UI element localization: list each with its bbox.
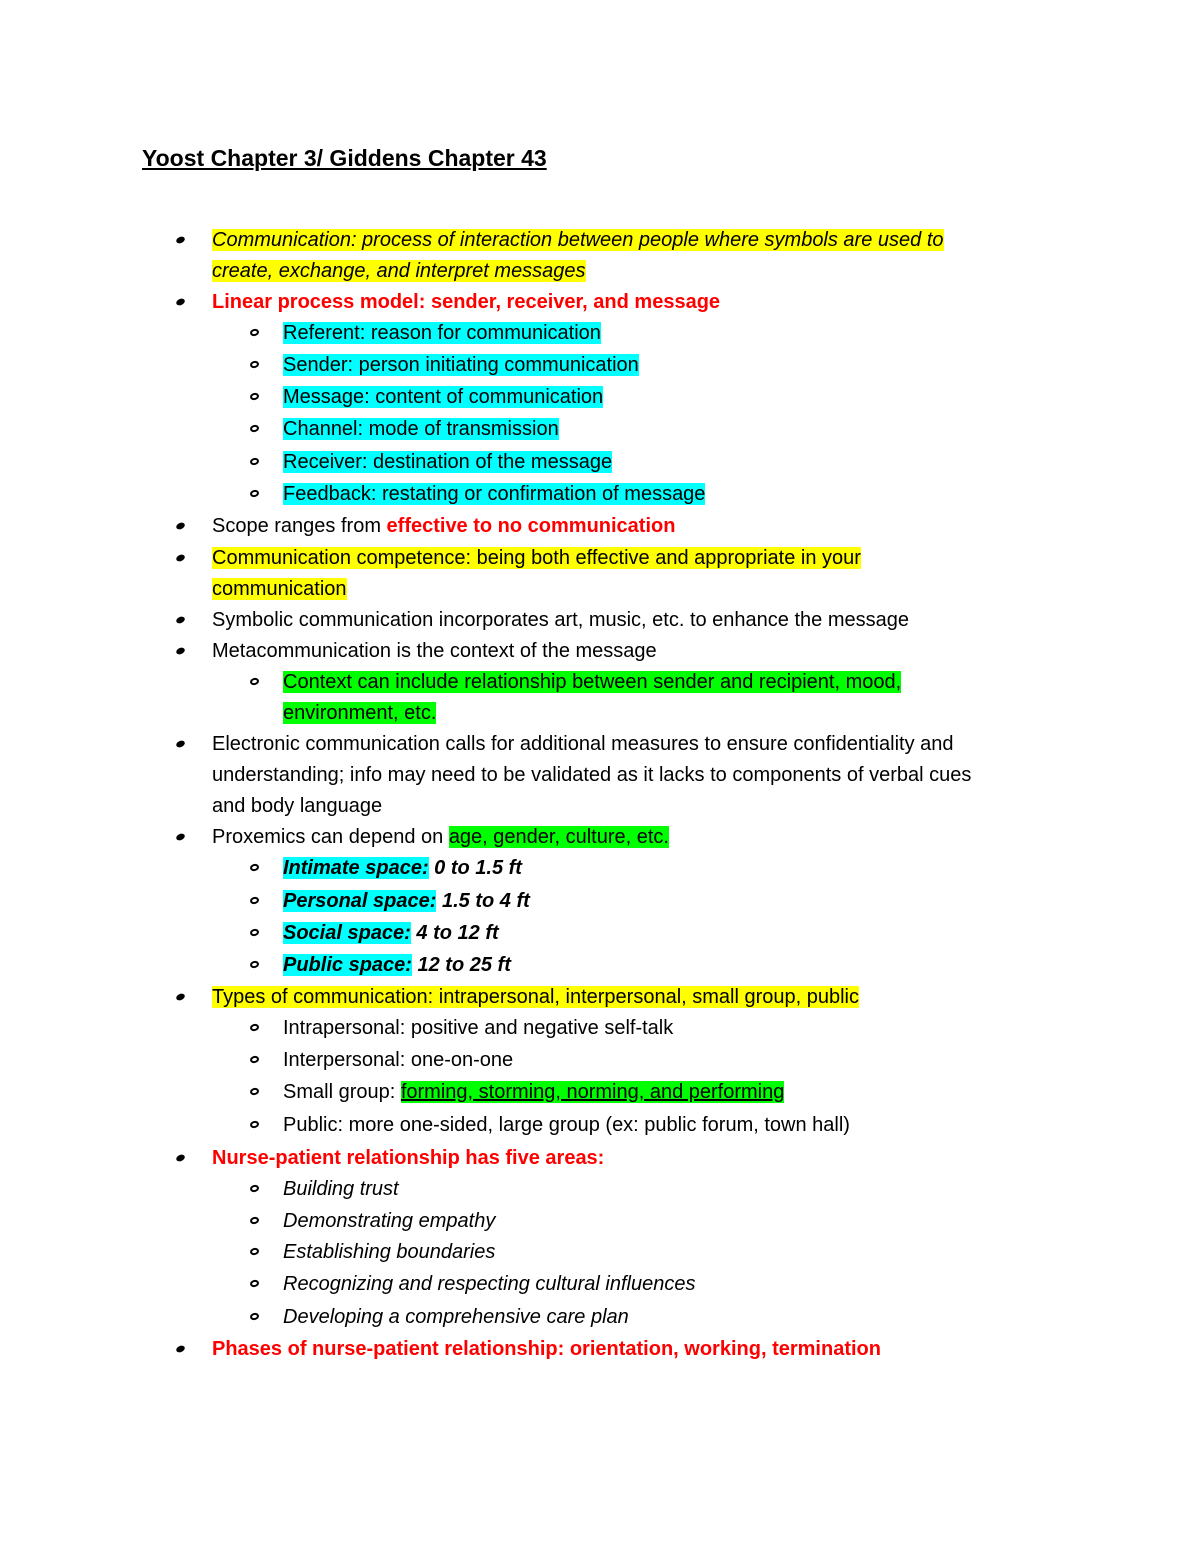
list-item bbox=[0, 729, 1200, 761]
electronic-line3: and body language bbox=[212, 795, 383, 817]
bullet-icon bbox=[175, 992, 186, 1001]
intimate-space-value: 0 to 1.5 ft bbox=[428, 857, 522, 879]
context-line1: Context can include relationship between sender and recipient, mood, bbox=[283, 671, 902, 693]
small-group-stages: forming, storming, norming, and performing bbox=[400, 1081, 785, 1103]
circle-bullet-icon bbox=[249, 1087, 260, 1096]
communication-definition-line1: Communication: process of interaction between people where symbols are used to bbox=[212, 229, 944, 251]
sub-list-item bbox=[0, 382, 1200, 414]
sub-list-item bbox=[0, 414, 1200, 446]
referent-item: Referent: reason for communication bbox=[283, 322, 601, 344]
boundaries-item: Establishing boundaries bbox=[283, 1241, 496, 1263]
context-line2: environment, etc. bbox=[283, 702, 437, 724]
circle-bullet-icon bbox=[249, 1216, 260, 1225]
sub-list-item bbox=[0, 350, 1200, 382]
circle-bullet-icon bbox=[249, 960, 260, 969]
competence-line1: Communication competence: being both effective and appropriate in your bbox=[212, 547, 861, 569]
circle-bullet-icon bbox=[249, 1247, 260, 1256]
bullet-icon bbox=[175, 615, 186, 624]
metacommunication-item: Metacommunication is the context of the message bbox=[212, 640, 657, 662]
public-item: Public: more one-sided, large group (ex: public forum, town hall) bbox=[283, 1114, 850, 1136]
list-item-continuation bbox=[0, 574, 1200, 606]
sub-list-item bbox=[0, 1110, 1200, 1142]
competence-line2: communication bbox=[212, 578, 347, 600]
sub-list-item-continuation bbox=[0, 698, 1200, 730]
bullet-icon bbox=[175, 553, 186, 562]
bullet-icon bbox=[175, 297, 186, 306]
public-space-value: 12 to 25 ft bbox=[411, 954, 511, 976]
linear-process-model: Linear process model: sender, receiver, and message bbox=[212, 291, 721, 313]
list-item-continuation bbox=[0, 256, 1200, 288]
list-item bbox=[0, 287, 1200, 319]
circle-bullet-icon bbox=[249, 1312, 260, 1321]
circle-bullet-icon bbox=[249, 1023, 260, 1032]
proxemics-prefix: Proxemics can depend on bbox=[212, 826, 449, 848]
social-space-value: 4 to 12 ft bbox=[410, 922, 499, 944]
bullet-icon bbox=[175, 646, 186, 655]
sub-list-item bbox=[0, 950, 1200, 982]
list-item-continuation bbox=[0, 760, 1200, 792]
electronic-line1: Electronic communication calls for additional measures to ensure confidentiality and bbox=[212, 733, 954, 755]
symbolic-item: Symbolic communication incorporates art, music, etc. to enhance the message bbox=[212, 609, 909, 631]
circle-bullet-icon bbox=[249, 896, 260, 905]
circle-bullet-icon bbox=[249, 863, 260, 872]
sub-list-item bbox=[0, 1269, 1200, 1301]
bullet-icon bbox=[175, 739, 186, 748]
sub-list-item bbox=[0, 667, 1200, 699]
sub-list-item bbox=[0, 918, 1200, 950]
scope-emphasis: effective to no communication bbox=[386, 515, 676, 537]
circle-bullet-icon bbox=[249, 328, 260, 337]
list-item bbox=[0, 1334, 1200, 1366]
bullet-icon bbox=[175, 832, 186, 841]
circle-bullet-icon bbox=[249, 928, 260, 937]
sub-list-item bbox=[0, 1237, 1200, 1269]
list-item bbox=[0, 225, 1200, 257]
interpersonal-item: Interpersonal: one-on-one bbox=[283, 1049, 514, 1071]
social-space-label: Social space: bbox=[283, 922, 411, 944]
proxemics-factors: age, gender, culture, etc. bbox=[448, 826, 669, 848]
circle-bullet-icon bbox=[249, 457, 260, 466]
relationship-phases: Phases of nurse-patient relationship: orientation, working, termination bbox=[212, 1338, 881, 1360]
page-title: Yoost Chapter 3/ Giddens Chapter 43 bbox=[142, 145, 547, 171]
scope-prefix: Scope ranges from bbox=[212, 515, 387, 537]
personal-space-label: Personal space: bbox=[283, 890, 437, 912]
list-item-continuation bbox=[0, 791, 1200, 823]
list-item bbox=[0, 543, 1200, 575]
bullet-icon bbox=[175, 1344, 186, 1353]
communication-definition-line2: create, exchange, and interpret messages bbox=[212, 260, 586, 282]
sub-list-item bbox=[0, 318, 1200, 350]
building-trust-item: Building trust bbox=[283, 1178, 399, 1200]
electronic-line2: understanding; info may need to be validated as it lacks to components of verbal cues bbox=[212, 764, 972, 786]
list-item bbox=[0, 822, 1200, 854]
circle-bullet-icon bbox=[249, 1120, 260, 1129]
types-of-communication: Types of communication: intrapersonal, interpersonal, small group, public bbox=[212, 986, 859, 1008]
circle-bullet-icon bbox=[249, 360, 260, 369]
empathy-item: Demonstrating empathy bbox=[283, 1210, 496, 1232]
bullet-icon bbox=[175, 1153, 186, 1162]
circle-bullet-icon bbox=[249, 424, 260, 433]
bullet-icon bbox=[175, 235, 186, 244]
sub-list-item bbox=[0, 447, 1200, 479]
feedback-item: Feedback: restating or confirmation of message bbox=[283, 483, 706, 505]
sub-list-item bbox=[0, 1174, 1200, 1206]
intrapersonal-item: Intrapersonal: positive and negative self-talk bbox=[283, 1017, 674, 1039]
care-plan-item: Developing a comprehensive care plan bbox=[283, 1306, 629, 1328]
circle-bullet-icon bbox=[249, 677, 260, 686]
sub-list-item bbox=[0, 886, 1200, 918]
small-group-prefix: Small group: bbox=[283, 1081, 401, 1103]
sub-list-item bbox=[0, 1206, 1200, 1238]
list-item bbox=[0, 1143, 1200, 1175]
list-item bbox=[0, 982, 1200, 1014]
circle-bullet-icon bbox=[249, 1279, 260, 1288]
intimate-space-label: Intimate space: bbox=[283, 857, 429, 879]
sub-list-item bbox=[0, 853, 1200, 885]
sender-item: Sender: person initiating communication bbox=[283, 354, 639, 376]
circle-bullet-icon bbox=[249, 392, 260, 401]
personal-space-value: 1.5 to 4 ft bbox=[436, 890, 530, 912]
circle-bullet-icon bbox=[249, 1055, 260, 1064]
list-item bbox=[0, 605, 1200, 637]
bullet-icon bbox=[175, 521, 186, 530]
channel-item: Channel: mode of transmission bbox=[283, 418, 559, 440]
sub-list-item bbox=[0, 1013, 1200, 1045]
nurse-patient-areas: Nurse-patient relationship has five areas: bbox=[212, 1147, 605, 1169]
circle-bullet-icon bbox=[249, 489, 260, 498]
message-item: Message: content of communication bbox=[283, 386, 604, 408]
sub-list-item bbox=[0, 1302, 1200, 1334]
sub-list-item bbox=[0, 1077, 1200, 1109]
cultural-influences-item: Recognizing and respecting cultural influences bbox=[283, 1273, 696, 1295]
circle-bullet-icon bbox=[249, 1184, 260, 1193]
receiver-item: Receiver: destination of the message bbox=[283, 451, 613, 473]
list-item bbox=[0, 511, 1200, 543]
list-item bbox=[0, 636, 1200, 668]
sub-list-item bbox=[0, 1045, 1200, 1077]
sub-list-item bbox=[0, 479, 1200, 511]
public-space-label: Public space: bbox=[283, 954, 412, 976]
